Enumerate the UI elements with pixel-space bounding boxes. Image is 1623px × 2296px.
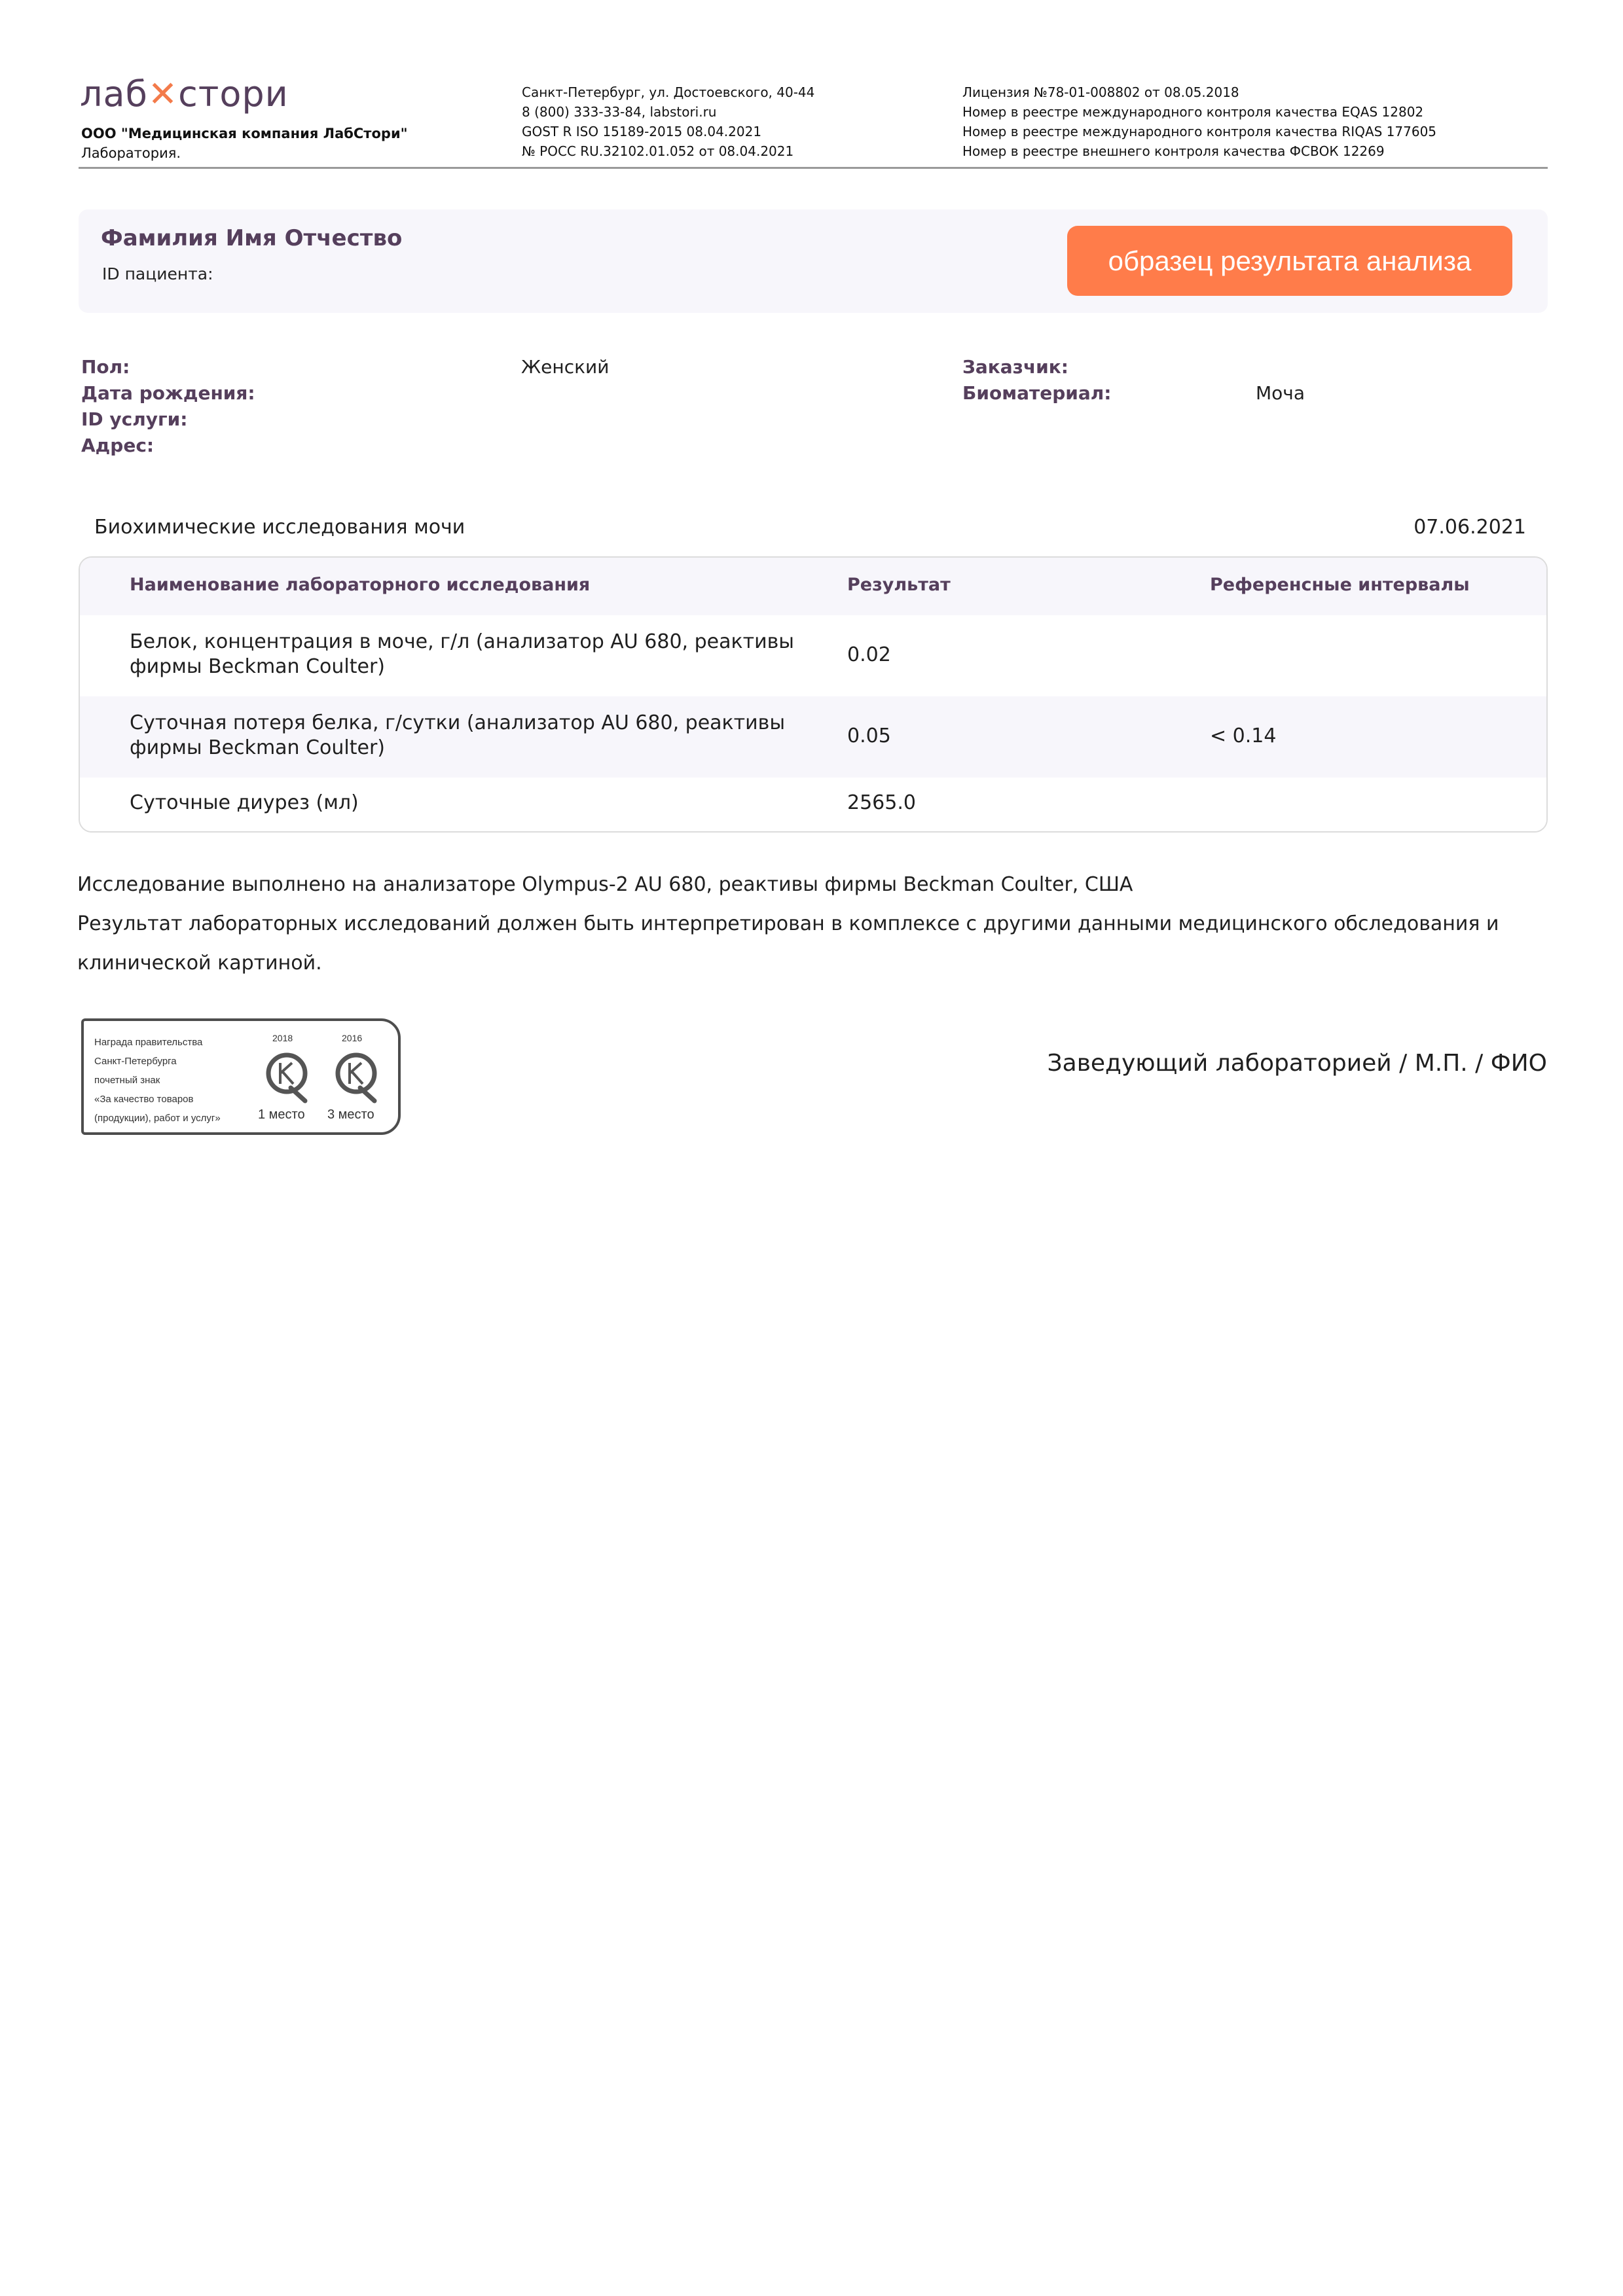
award-place-1: 1 место [258, 1107, 305, 1122]
row-reference: < 0.14 [1210, 725, 1277, 747]
service-id-label: ID услуги: [81, 408, 188, 430]
license-line: Номер в реестре международного контроля качества EQAS 12802 [962, 104, 1424, 120]
quality-mark-icon [334, 1049, 381, 1103]
license-block [962, 82, 1436, 161]
table-row [80, 696, 1546, 778]
customer-label: Заказчик: [962, 356, 1068, 378]
company-name: ООО "Медицинская компания ЛабСтори" [81, 126, 408, 141]
address-line: № РОСС RU.32102.01.052 от 08.04.2021 [522, 143, 794, 159]
row-result: 2565.0 [847, 791, 916, 814]
sample-result-badge: образец результата анализа [1067, 226, 1512, 296]
header-reference: Референсные интервалы [1210, 575, 1470, 595]
logo-text-left: лаб [80, 73, 148, 115]
address-label: Адрес: [81, 435, 155, 456]
section-date: 07.06.2021 [1413, 516, 1526, 539]
signature-line: Заведующий лабораторией / М.П. / ФИО [1047, 1050, 1547, 1077]
award-year-1: 2018 [272, 1033, 293, 1043]
table-row [80, 778, 1546, 831]
header-divider [79, 167, 1548, 169]
interpretation-note: Результат лабораторных исследований должен быть интерпретирован в комплексе с другими данными медицинского обследования и [77, 912, 1499, 935]
award-place-2: 3 место [327, 1107, 374, 1122]
award-badge [81, 1018, 401, 1135]
award-line: Санкт-Петербурга [94, 1056, 177, 1067]
license-line: Номер в реестре международного контроля качества RIQAS 177605 [962, 124, 1437, 139]
address-line: GOST R ISO 15189-2015 08.04.2021 [522, 124, 762, 139]
award-text [94, 1033, 221, 1128]
sex-label: Пол: [81, 356, 130, 378]
award-year-2: 2016 [342, 1033, 363, 1043]
interpretation-note-cont: клинической картиной. [77, 952, 322, 975]
license-line: Лицензия №78-01-008802 от 08.05.2018 [962, 84, 1239, 100]
results-table [79, 556, 1548, 833]
address-block [522, 82, 814, 161]
logo-text-right: стори [178, 73, 289, 115]
biomaterial-value: Моча [1256, 382, 1305, 404]
company-subtitle: Лаборатория. [81, 145, 181, 161]
row-test-name: Суточные диурез (мл) [130, 791, 359, 814]
butterfly-icon: ✕ [147, 73, 179, 115]
company-logo [80, 73, 289, 115]
award-line: «За качество товаров [94, 1094, 194, 1105]
row-test-name: Суточная потеря белка, г/сутки (анализатор AU 680, реактивы фирмы Beckman Coulter) [130, 711, 786, 759]
award-line: почетный знак [94, 1075, 160, 1086]
header-result: Результат [847, 575, 951, 595]
table-row [80, 615, 1546, 696]
address-line: 8 (800) 333-33-84, labstori.ru [522, 104, 717, 120]
award-line: Награда правительства [94, 1037, 203, 1048]
section-title: Биохимические исследования мочи [94, 516, 465, 539]
row-result: 0.05 [847, 725, 891, 747]
patient-id-label: ID пациента: [102, 264, 213, 283]
sex-value: Женский [521, 356, 610, 378]
row-result: 0.02 [847, 643, 891, 666]
patient-name: Фамилия Имя Отчество [101, 225, 403, 251]
table-header-row [80, 558, 1546, 615]
license-line: Номер в реестре внешнего контроля качества ФСВОК 12269 [962, 143, 1385, 159]
birth-date-label: Дата рождения: [81, 382, 255, 404]
row-test-name: Белок, концентрация в моче, г/л (анализатор AU 680, реактивы фирмы Beckman Coulter) [130, 630, 794, 678]
biomaterial-label: Биоматериал: [962, 382, 1112, 404]
award-line: (продукции), работ и услуг» [94, 1113, 221, 1124]
address-line: Санкт-Петербург, ул. Достоевского, 40-44 [522, 84, 815, 100]
header-test-name: Наименование лабораторного исследования [130, 575, 591, 595]
quality-mark-icon [264, 1049, 312, 1103]
analyzer-note: Исследование выполнено на анализаторе Olympus-2 AU 680, реактивы фирмы Beckman Coulter, США [77, 873, 1133, 896]
